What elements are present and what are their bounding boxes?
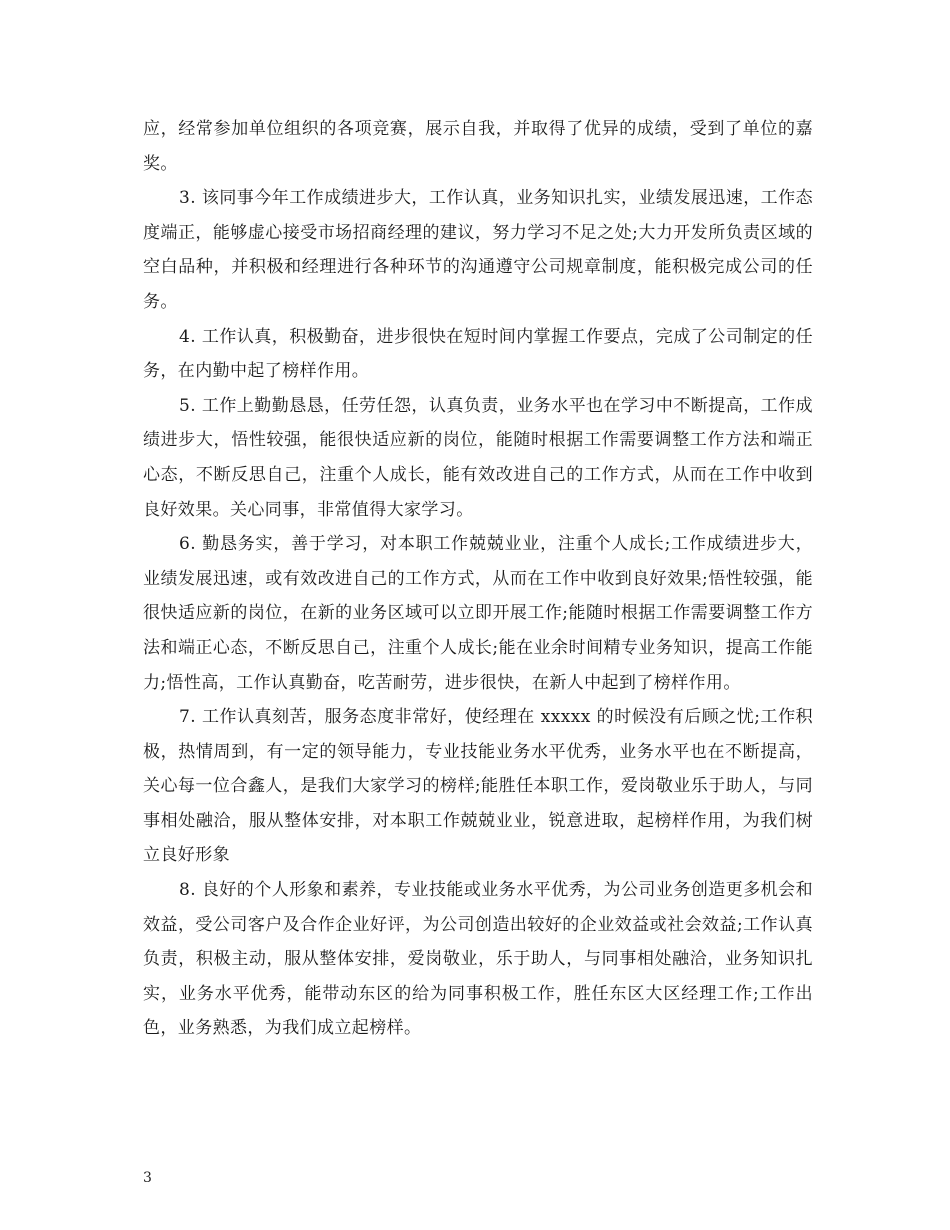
paragraph-continuation: 应，经常参加单位组织的各项竞赛，展示自我，并取得了优异的成绩，受到了单位的嘉奖。 (143, 119, 813, 174)
document-body (143, 112, 813, 1046)
paragraph-item-3: 3. 该同事今年工作成绩进步大，工作认真，业务知识扎实，业绩发展迅速，工作态度端正，能够虚心接受市场招商经理的建议，努力学习不足之处;大力开发所负责区域的空白品种，并积极和经理进行各种环节的沟通遵守公司规章制度，能积极完成公司的任务。 (143, 188, 813, 312)
paragraph-item-8: 8. 良好的个人形象和素养，专业技能或业务水平优秀，为公司业务创造更多机会和效益，受公司客户及合作企业好评，为公司创造出较好的企业效益或社会效益;工作认真负责，积极主动，服从整体安排，爱岗敬业，乐于助人，与同事相处融洽，业务知识扎实，业务水平优秀，能带动东区的给为同事积极工作，胜任东区大区经理工作;工作出色，业务熟悉，为我们成立起榜样。 (143, 880, 813, 1039)
paragraph-item-6: 6. 勤恳务实，善于学习，对本职工作兢兢业业，注重个人成长;工作成绩进步大，业绩发展迅速，或有效改进自己的工作方式，从而在工作中收到良好效果;悟性较强，能很快适应新的岗位，在新的业务区域可以立即开展工作;能随时根据工作需要调整工作方法和端正心态，不断反思自己，注重个人成长;能在业余时间精专业务知识，提高工作能力;悟性高，工作认真勤奋，吃苦耐劳，进步很快，在新人中起到了榜样作用。 (143, 534, 813, 693)
page-number: 3 (143, 1170, 152, 1186)
paragraph-item-5: 5. 工作上勤勤恳恳，任劳任怨，认真负责，业务水平也在学习中不断提高，工作成绩进步大，悟性较强，能很快适应新的岗位，能随时根据工作需要调整工作方法和端正心态，不断反思自己，注重个人成长，能有效改进自己的工作方式，从而在工作中收到良好效果。关心同事，非常值得大家学习。 (143, 395, 813, 520)
paragraph-item-4: 4. 工作认真，积极勤奋，进步很快在短时间内掌握工作要点，完成了公司制定的任务，在内勤中起了榜样作用。 (143, 326, 813, 382)
paragraph-item-7: 7. 工作认真刻苦，服务态度非常好，使经理在 xxxxx 的时候没有后顾之忧;工作积极，热情周到，有一定的领导能力，专业技能业务水平优秀，业务水平也在不断提高，关心每一位合鑫人，是我们大家学习的榜样;能胜任本职工作，爱岗敬业乐于助人，与同事相处融洽，服从整体安排，对本职工作兢兢业业，锐意进取，起榜样作用，为我们树立良好形象 (143, 707, 813, 866)
